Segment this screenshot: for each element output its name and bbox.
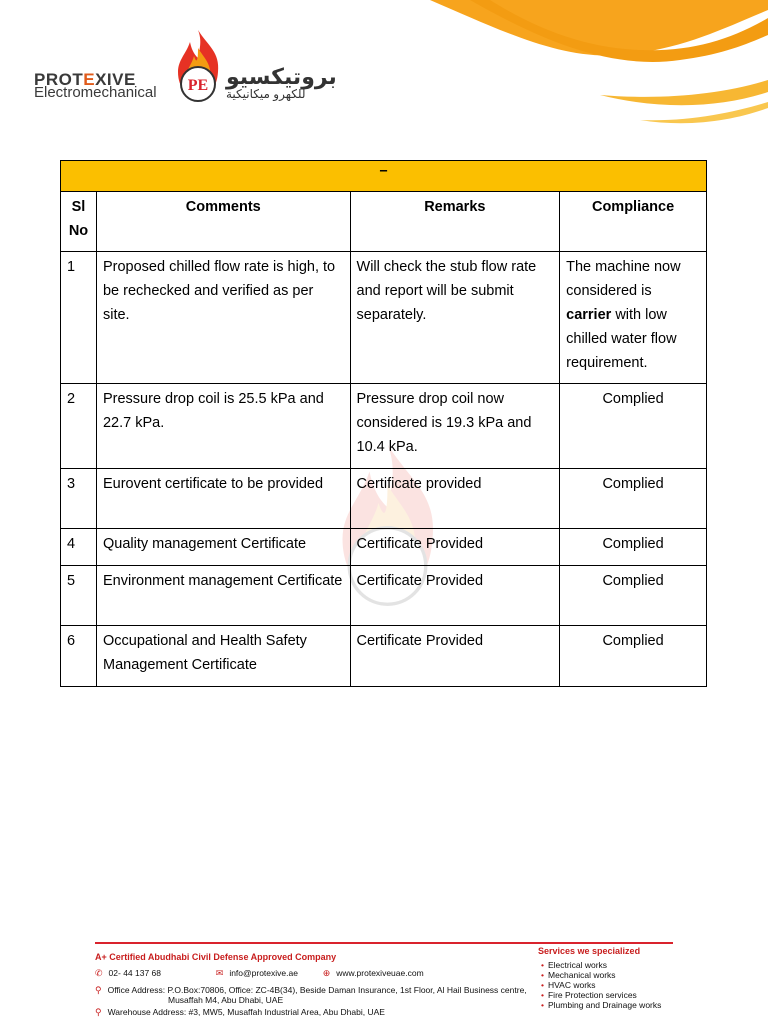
cell-sl: 5 xyxy=(61,566,97,626)
cell-comments: Eurovent certificate to be provided xyxy=(96,469,350,529)
footer-office-address-line2: Musaffah M4, Abu Dhabi, UAE xyxy=(168,995,284,1005)
cell-comments: Environment management Certificate xyxy=(96,566,350,626)
footer-warehouse-address: ⚲ Warehouse Address: #3, MW5, Musaffah Industrial Area, Abu Dhabi, UAE xyxy=(95,1007,385,1017)
cell-remarks: Certificate Provided xyxy=(350,566,560,626)
footer-certification: A+ Certified Abudhabi Civil Defense Approved Company xyxy=(95,952,337,962)
compliance-table xyxy=(60,160,707,687)
cell-compliance: Complied xyxy=(560,469,707,529)
header-comments: Comments xyxy=(96,192,350,252)
phone-icon: ✆ xyxy=(95,968,103,978)
cell-compliance: Complied xyxy=(560,626,707,687)
header-remarks: Remarks xyxy=(350,192,560,252)
cell-remarks: Certificate Provided xyxy=(350,626,560,687)
header-compliance: Compliance xyxy=(560,192,707,252)
table-row xyxy=(61,469,707,529)
cell-remarks: Pressure drop coil now considered is 19.3 kPa and 10.4 kPa. xyxy=(350,384,560,469)
table-title: – xyxy=(61,161,707,192)
brand-name: PROTEXIVE xyxy=(34,70,136,89)
cell-compliance: Complied xyxy=(560,566,707,626)
location-pin-icon: ⚲ xyxy=(95,985,102,995)
table-title-band xyxy=(61,161,707,192)
table-row xyxy=(61,252,707,384)
brand-subtitle-arabic: للكهرو ميكانيكية xyxy=(226,87,306,101)
cell-comments: Quality management Certificate xyxy=(96,529,350,566)
cell-compliance: Complied xyxy=(560,384,707,469)
cell-compliance: Complied xyxy=(560,529,707,566)
table-row xyxy=(61,529,707,566)
service-item: • Fire Protection services xyxy=(541,990,637,1000)
cell-remarks: Certificate Provided xyxy=(350,529,560,566)
email-icon: ✉ xyxy=(215,968,224,978)
location-pin-icon: ⚲ xyxy=(95,1007,102,1017)
footer-divider xyxy=(95,942,673,944)
cell-comments: Pressure drop coil is 25.5 kPa and 22.7 kPa. xyxy=(96,384,350,469)
cell-sl: 4 xyxy=(61,529,97,566)
cell-sl: 6 xyxy=(61,626,97,687)
table-row xyxy=(61,626,707,687)
table-header-row xyxy=(61,192,707,252)
cell-remarks: Certificate provided xyxy=(350,469,560,529)
service-item: • Plumbing and Drainage works xyxy=(541,1000,661,1010)
flame-emblem-icon xyxy=(168,28,228,108)
globe-icon: ⊕ xyxy=(322,968,331,978)
brand-name-arabic: بروتيكسيو xyxy=(226,64,337,89)
cell-compliance: The machine now considered is carrier with low chilled water flow requirement. xyxy=(560,252,707,384)
cell-sl: 2 xyxy=(61,384,97,469)
page-footer xyxy=(95,938,675,1024)
cell-sl: 3 xyxy=(61,469,97,529)
cell-comments: Proposed chilled flow rate is high, to be rechecked and verified as per site. xyxy=(96,252,350,384)
company-logo xyxy=(30,28,340,112)
cell-comments: Occupational and Health Safety Management Certificate xyxy=(96,626,350,687)
footer-contact-row xyxy=(95,968,424,979)
service-item: • Electrical works xyxy=(541,960,607,970)
table-row xyxy=(61,566,707,626)
footer-phone: 02- 44 137 68 xyxy=(108,968,162,978)
brand-subtitle: Electromechanical xyxy=(34,84,157,101)
cell-sl: 1 xyxy=(61,252,97,384)
footer-email[interactable]: info@protexive.ae xyxy=(229,968,298,978)
table-row xyxy=(61,384,707,469)
header-sl-no: Sl No xyxy=(61,192,97,252)
cell-remarks: Will check the stub flow rate and report will be submit separately. xyxy=(350,252,560,384)
footer-office-address: ⚲ Office Address: P.O.Box:70806, Office: ZC-4B(34), Beside Daman Insurance, 1st Floor, Al Hail Business centre, xyxy=(95,985,527,995)
services-title: Services we specialized xyxy=(538,946,641,956)
footer-website[interactable]: www.protexiveuae.com xyxy=(336,968,424,978)
svg-text:PE: PE xyxy=(187,77,209,94)
service-item: • HVAC works xyxy=(541,980,596,990)
service-item: • Mechanical works xyxy=(541,970,616,980)
